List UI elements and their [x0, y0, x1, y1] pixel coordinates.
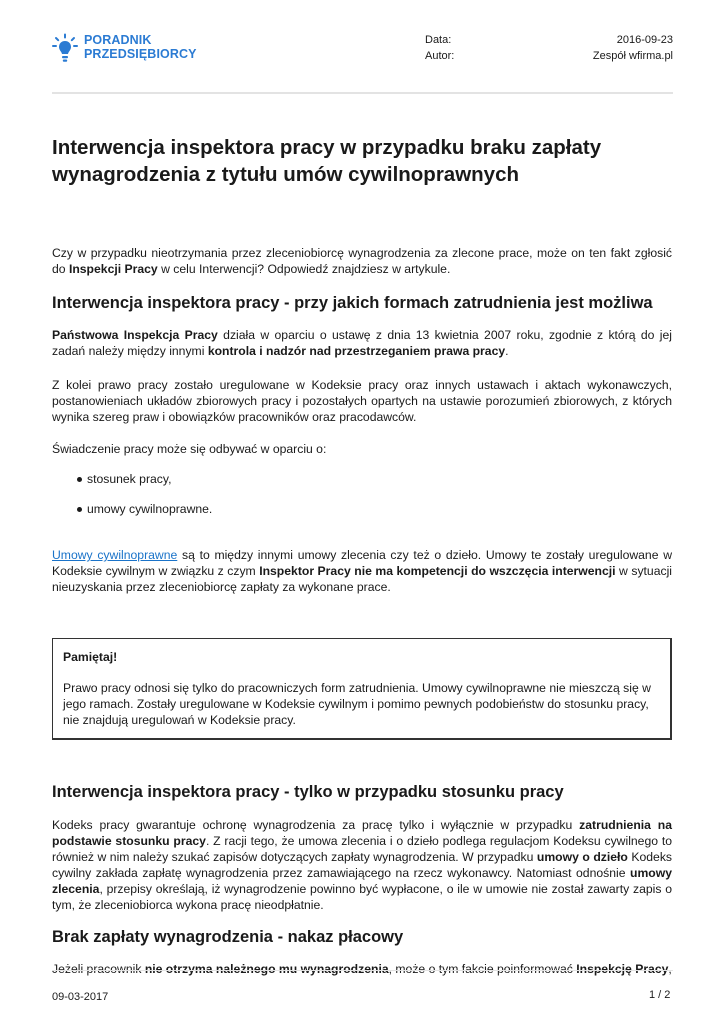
section-1-heading: Interwencja inspektora pracy - przy jakich formach zatrudnienia jest możliwa	[52, 294, 653, 312]
page-number: 1 / 2	[649, 989, 671, 1001]
section-1-paragraph-3: Świadczenie pracy może się odbywać w oparciu o:	[52, 442, 327, 456]
s1-p4-text-1: są to między innymi umowy zlecenia czy też o dzieło. Umowy te zostały uregulowane w Kodeksie cywilnym w związku z czym	[52, 548, 672, 578]
document-meta	[425, 32, 673, 64]
meta-date-row	[425, 32, 673, 48]
brand-line-2: PRZEDSIĘBIORCY	[84, 47, 197, 61]
s1-p1-text-2: .	[505, 344, 509, 358]
section-1-paragraph-4	[52, 547, 672, 595]
note-box	[52, 638, 672, 740]
s1-p1-text-1: działa w oparciu o ustawę z dnia 13 kwietnia 2007 roku, zgodnie z którą do jej zadań należy między innymi	[52, 328, 672, 358]
s1-p1-bold-1: Państwowa Inspekcja Pracy	[52, 328, 218, 342]
section-3-heading: Brak zapłaty wynagrodzenia - nakaz płacowy	[52, 928, 404, 946]
s3-text-2: , może o tym fakcie poinformować	[388, 962, 577, 976]
section-1-paragraph-1	[52, 327, 672, 359]
title-line-2: wynagrodzenia z tytułu umów cywilnoprawnych	[52, 163, 520, 186]
list-item: stosunek pracy,	[52, 471, 672, 487]
s3-text-1: Jeżeli pracownik	[52, 962, 145, 976]
header-divider	[52, 92, 673, 94]
employment-forms-list	[52, 471, 672, 517]
brand-name	[84, 33, 197, 61]
article-body	[52, 245, 672, 977]
meta-date-label: Data:	[425, 34, 452, 46]
meta-author-label: Autor:	[425, 50, 455, 62]
section-1-paragraph-2: Z kolei prawo pracy zostało uregulowane w Kodeksie pracy oraz innych ustawach i aktach wykonawczych, postanowieniach układów zbiorowych pracy i pozostałych opartych na ustawie porozumień zbiorowych, z których wynika szereg praw i obowiązków pracowników oraz pracodawców.	[52, 378, 672, 424]
list-item: umowy cywilnoprawne.	[52, 501, 672, 517]
footer-divider	[52, 970, 673, 971]
article-title	[52, 134, 673, 188]
s3-text-3: ,	[668, 962, 672, 976]
title-line-1: Interwencja inspektora pracy w przypadku braku zapłaty	[52, 136, 602, 159]
footer-date: 09-03-2017	[52, 991, 109, 1003]
s2-bold-1: zatrudnienia na podstawie stosunku pracy	[52, 818, 672, 848]
s3-bold-2: Inspekcję Pracy	[576, 962, 669, 976]
s2-text-1: Kodeks pracy gwarantuje ochronę wynagrodzenia za pracę tylko i wyłącznie w przypadku	[52, 818, 580, 832]
s2-text-3: Kodeks cywilny zakłada zapłatę wynagrodzenia przez zamawiającego na rzecz wykonawcy. Natomiast odnośnie	[52, 850, 673, 880]
section-2-paragraph	[52, 817, 672, 913]
s2-text-4: , przepisy określają, iż wynagrodzenie powinno być wypłacone, o ile w umowie nie został zawarty zapis o tym, że zleceniobiorca wykona pracę nieodpłatnie.	[52, 882, 672, 912]
meta-author-value: Zespół wfirma.pl	[592, 50, 673, 62]
meta-author-row	[425, 48, 673, 64]
s3-bold-1: nie otrzyma należnego mu wynagrodzenia	[144, 962, 389, 976]
lightbulb-icon	[52, 33, 78, 65]
intro-text-2: w celu Interwencji? Odpowiedź znajdziesz w artykule.	[157, 262, 451, 276]
note-title: Pamiętaj!	[63, 650, 118, 664]
intro-bold-1: Inspekcji Pracy	[68, 262, 158, 276]
meta-date-value: 2016-09-23	[616, 34, 673, 46]
s1-p4-text-2: w sytuacji nieuzyskania przez zleceniobiorcę zapłaty za wykonane prace.	[52, 564, 672, 594]
note-text: Prawo pracy odnosi się tylko do pracowniczych form zatrudnienia. Umowy cywilnoprawne nie mieszczą się w jego ramach. Zostały uregulowane w Kodeksie cywilnym i pomimo pewnych podobieństw do stosunku pracy, nie znajdują uregulowań w Kodeksie pracy.	[63, 681, 651, 727]
s2-bold-3: umowy zlecenia	[52, 866, 672, 896]
s2-text-2: . Z racji tego, że umowa zlecenia i o dzieło podlega regulacjom Kodeksu cywilnego to również w nim należy szukać zapisów dotyczących zapłaty wynagrodzenia. W przypadku	[52, 834, 672, 864]
s1-p1-bold-2: kontrola i nadzór nad przestrzeganiem prawa pracy	[207, 344, 506, 358]
intro-text-1: Czy w przypadku nieotrzymania przez zleceniobiorcę wynagrodzenia za zlecone prace, może on ten fakt zgłosić do	[52, 246, 672, 276]
intro-paragraph	[52, 245, 672, 277]
s2-bold-2: umowy o dzieło	[536, 850, 628, 864]
s1-p4-bold-1: Inspektor Pracy nie ma kompetencji do wszczęcia interwencji	[259, 564, 616, 578]
brand-logo[interactable]	[52, 33, 197, 65]
section-3-paragraph	[52, 961, 672, 977]
brand-line-1: PORADNIK	[84, 33, 152, 47]
civil-contracts-link[interactable]: Umowy cywilnoprawne	[52, 548, 178, 562]
section-2-heading: Interwencja inspektora pracy - tylko w przypadku stosunku pracy	[52, 783, 564, 801]
